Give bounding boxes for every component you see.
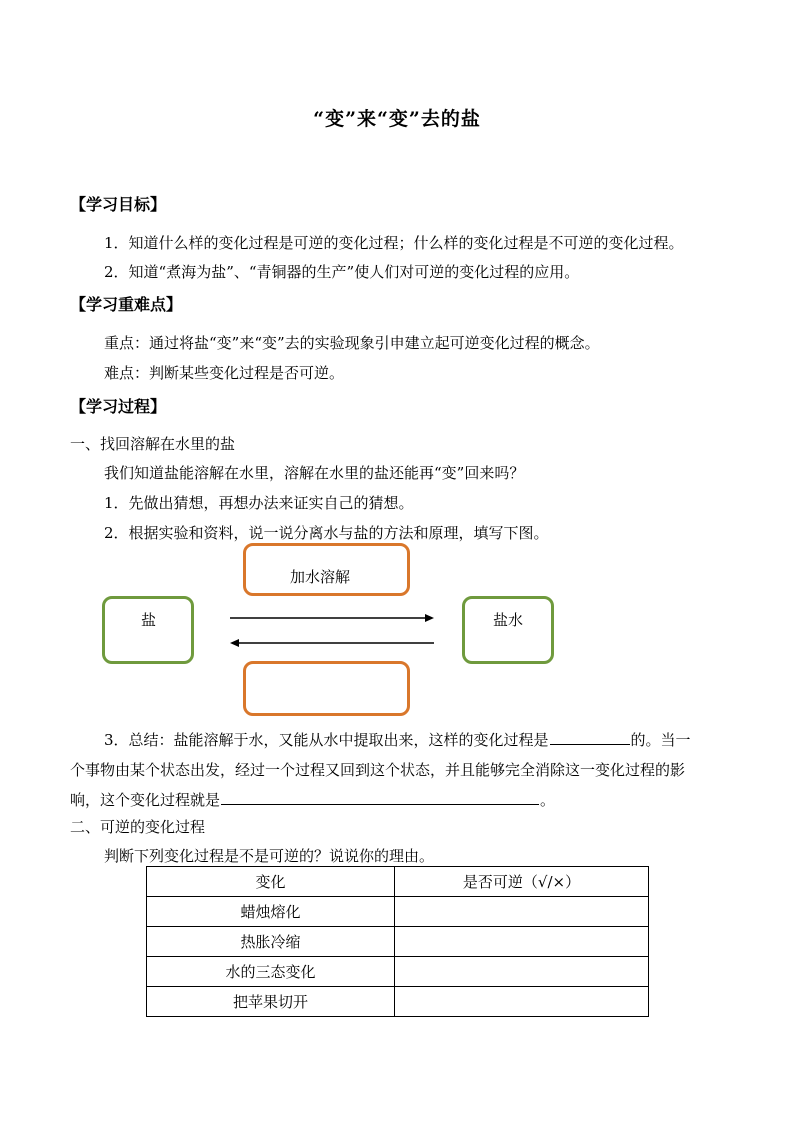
summary-text-d: 。	[540, 791, 556, 809]
part1-title: 一、找回溶解在水里的盐	[70, 435, 236, 453]
part1-step1: 1．先做出猜想，再想办法来证实自己的猜想。	[104, 494, 414, 512]
bottom-process-box[interactable]	[243, 661, 410, 716]
summary-line-3	[70, 789, 555, 810]
table-row	[147, 987, 649, 1017]
summary-text-c: 响，这个变化过程就是	[70, 791, 221, 809]
part2-intro: 判断下列变化过程是不是可逆的？说说你的理由。	[104, 847, 435, 865]
salt-water-box	[462, 596, 554, 664]
key-points-heading: 【学习重难点】	[70, 295, 183, 314]
change-cell: 把苹果切开	[147, 987, 395, 1017]
objective-item-2: 2．知道“煮海为盐”、“青铜器的生产”使人们对可逆的变化过程的应用。	[104, 263, 580, 281]
answer-cell[interactable]	[395, 897, 649, 927]
summary-text-b: 的。当一	[630, 731, 691, 749]
salt-label: 盐	[141, 611, 157, 629]
part1-intro: 我们知道盐能溶解在水里，溶解在水里的盐还能再“变”回来吗？	[104, 464, 525, 482]
answer-cell[interactable]	[395, 957, 649, 987]
table-header-row	[147, 867, 649, 897]
page-title: “变”来“变”去的盐	[313, 108, 481, 130]
objectives-heading: 【学习目标】	[70, 195, 167, 214]
answer-cell[interactable]	[395, 987, 649, 1017]
arrows	[226, 606, 438, 654]
change-cell: 热胀冷缩	[147, 927, 395, 957]
top-process-box	[243, 543, 410, 596]
salt-water-label: 盐水	[493, 611, 524, 629]
header-reversible: 是否可逆（√/×）	[395, 867, 649, 897]
part1-step2: 2．根据实验和资料，说一说分离水与盐的方法和原理，填写下图。	[104, 524, 549, 542]
header-change: 变化	[147, 867, 395, 897]
salt-box	[102, 596, 194, 664]
summary-text-a: 3．总结：盐能溶解于水，又能从水中提取出来，这样的变化过程是	[104, 731, 549, 749]
part2-title: 二、可逆的变化过程	[70, 818, 206, 836]
backward-arrow-head	[230, 639, 239, 647]
change-cell: 蜡烛熔化	[147, 897, 395, 927]
key-point-difficult: 难点：判断某些变化过程是否可逆。	[104, 364, 345, 382]
table-row	[147, 897, 649, 927]
objective-item-1: 1．知道什么样的变化过程是可逆的变化过程；什么样的变化过程是不可逆的变化过程。	[104, 234, 684, 252]
forward-arrow-head	[425, 614, 434, 622]
reversibility-table	[146, 866, 649, 1017]
table-row	[147, 927, 649, 957]
summary-blank-1[interactable]	[550, 730, 630, 745]
table-row	[147, 957, 649, 987]
summary-line-2: 个事物由某个状态出发，经过一个过程又回到这个状态，并且能够完全消除这一变化过程的影	[70, 761, 686, 779]
summary-blank-2[interactable]	[221, 790, 539, 805]
change-cell: 水的三态变化	[147, 957, 395, 987]
process-heading: 【学习过程】	[70, 397, 167, 416]
top-process-label: 加水溶解	[290, 568, 351, 586]
summary-line-1	[104, 729, 691, 750]
answer-cell[interactable]	[395, 927, 649, 957]
key-point-important: 重点：通过将盐“变”来“变”去的实验现象引申建立起可逆变化过程的概念。	[104, 334, 600, 352]
